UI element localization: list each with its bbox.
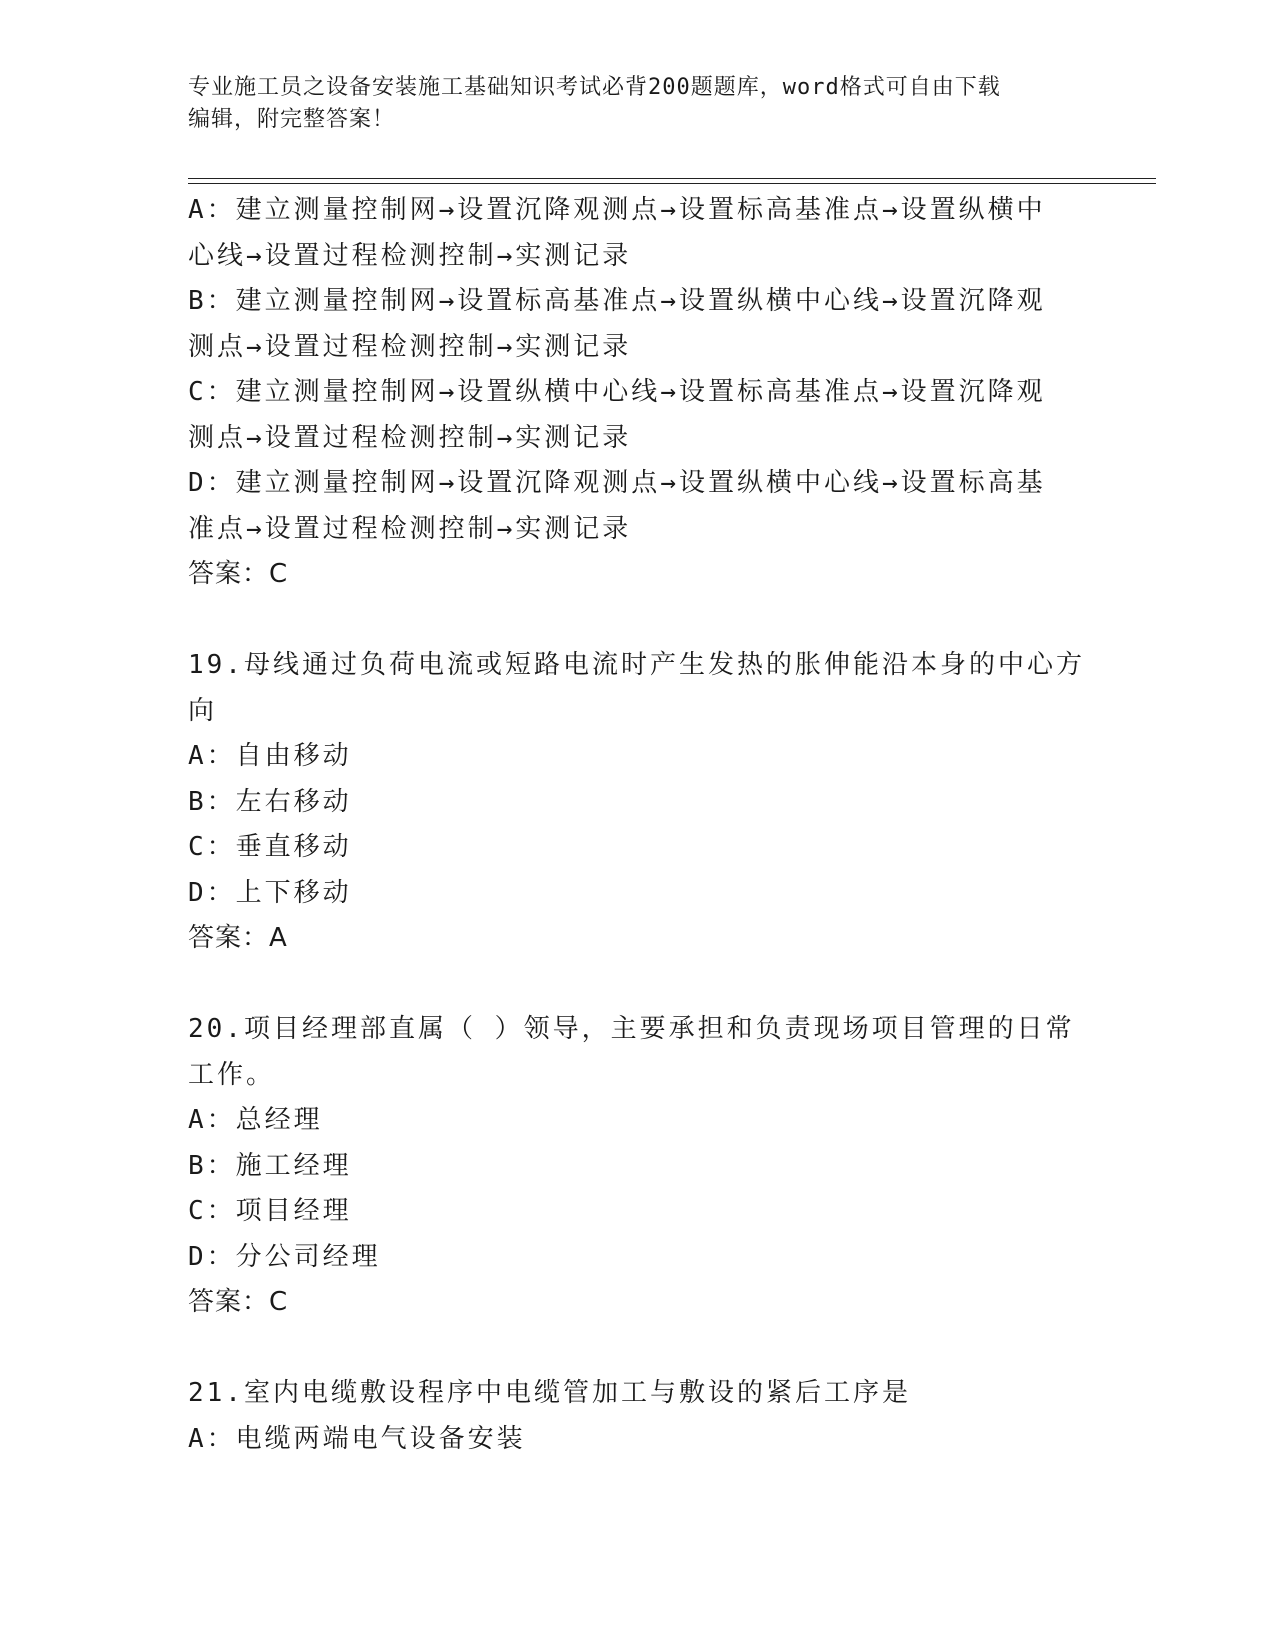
q20-question-line-1: 20.项目经理部直属（ ）领导，主要承担和负责现场项目管理的日常 [188, 1014, 1075, 1044]
q18-option-b-line-2: 测点→设置过程检测控制→实测记录 [188, 331, 632, 362]
header-title-line-1: 专业施工员之设备安装施工基础知识考试必背200题题库，word格式可自由下载 [188, 75, 1001, 100]
question-21-block [188, 1371, 1088, 1462]
q19-option-a: A：自由移动 [188, 741, 352, 771]
q20-option-b: B：施工经理 [188, 1150, 352, 1181]
q19-option-b: B：左右移动 [188, 786, 352, 817]
q18-answer: 答案：C [188, 559, 289, 589]
q19-option-c: C：垂直移动 [188, 832, 352, 862]
question-20-block [188, 1007, 1088, 1326]
question-19-block [188, 643, 1088, 962]
header-divider-bottom [188, 183, 1156, 184]
q20-question-line-2: 工作。 [188, 1059, 276, 1090]
document-header [188, 72, 1068, 136]
q18-option-b-line-1: B：建立测量控制网→设置标高基准点→设置纵横中心线→设置沉降观 [188, 286, 1046, 316]
q18-option-a-line-1: A：建立测量控制网→设置沉降观测点→设置标高基准点→设置纵横中 [188, 195, 1046, 225]
header-title-line-2: 编辑，附完整答案！ [188, 107, 396, 132]
q19-question-line-1: 19.母线通过负荷电流或短路电流时产生发热的胀伸能沿本身的中心方 [188, 650, 1085, 680]
header-divider-top [188, 178, 1156, 179]
spacer [188, 1326, 1088, 1372]
spacer [188, 962, 1088, 1008]
document-body [188, 188, 1088, 1462]
spacer [188, 598, 1088, 644]
q21-option-a: A：电缆两端电气设备安装 [188, 1423, 526, 1454]
q18-option-d-line-2: 准点→设置过程检测控制→实测记录 [188, 513, 632, 544]
q19-option-d: D：上下移动 [188, 877, 352, 908]
q20-answer: 答案：C [188, 1287, 289, 1317]
q20-option-c: C：项目经理 [188, 1196, 352, 1226]
q18-option-c-line-2: 测点→设置过程检测控制→实测记录 [188, 422, 632, 453]
q18-option-a-line-2: 心线→设置过程检测控制→实测记录 [188, 240, 632, 271]
q19-answer: 答案：A [188, 923, 288, 953]
q20-option-a: A：总经理 [188, 1105, 323, 1135]
q18-option-d-line-1: D：建立测量控制网→设置沉降观测点→设置纵横中心线→设置标高基 [188, 468, 1046, 498]
q20-option-d: D：分公司经理 [188, 1241, 381, 1272]
question-18-block [188, 188, 1088, 598]
q18-option-c-line-1: C：建立测量控制网→设置纵横中心线→设置标高基准点→设置沉降观 [188, 377, 1046, 407]
q21-question-line-1: 21.室内电缆敷设程序中电缆管加工与敷设的紧后工序是 [188, 1378, 911, 1408]
q19-question-line-2: 向 [188, 695, 218, 726]
